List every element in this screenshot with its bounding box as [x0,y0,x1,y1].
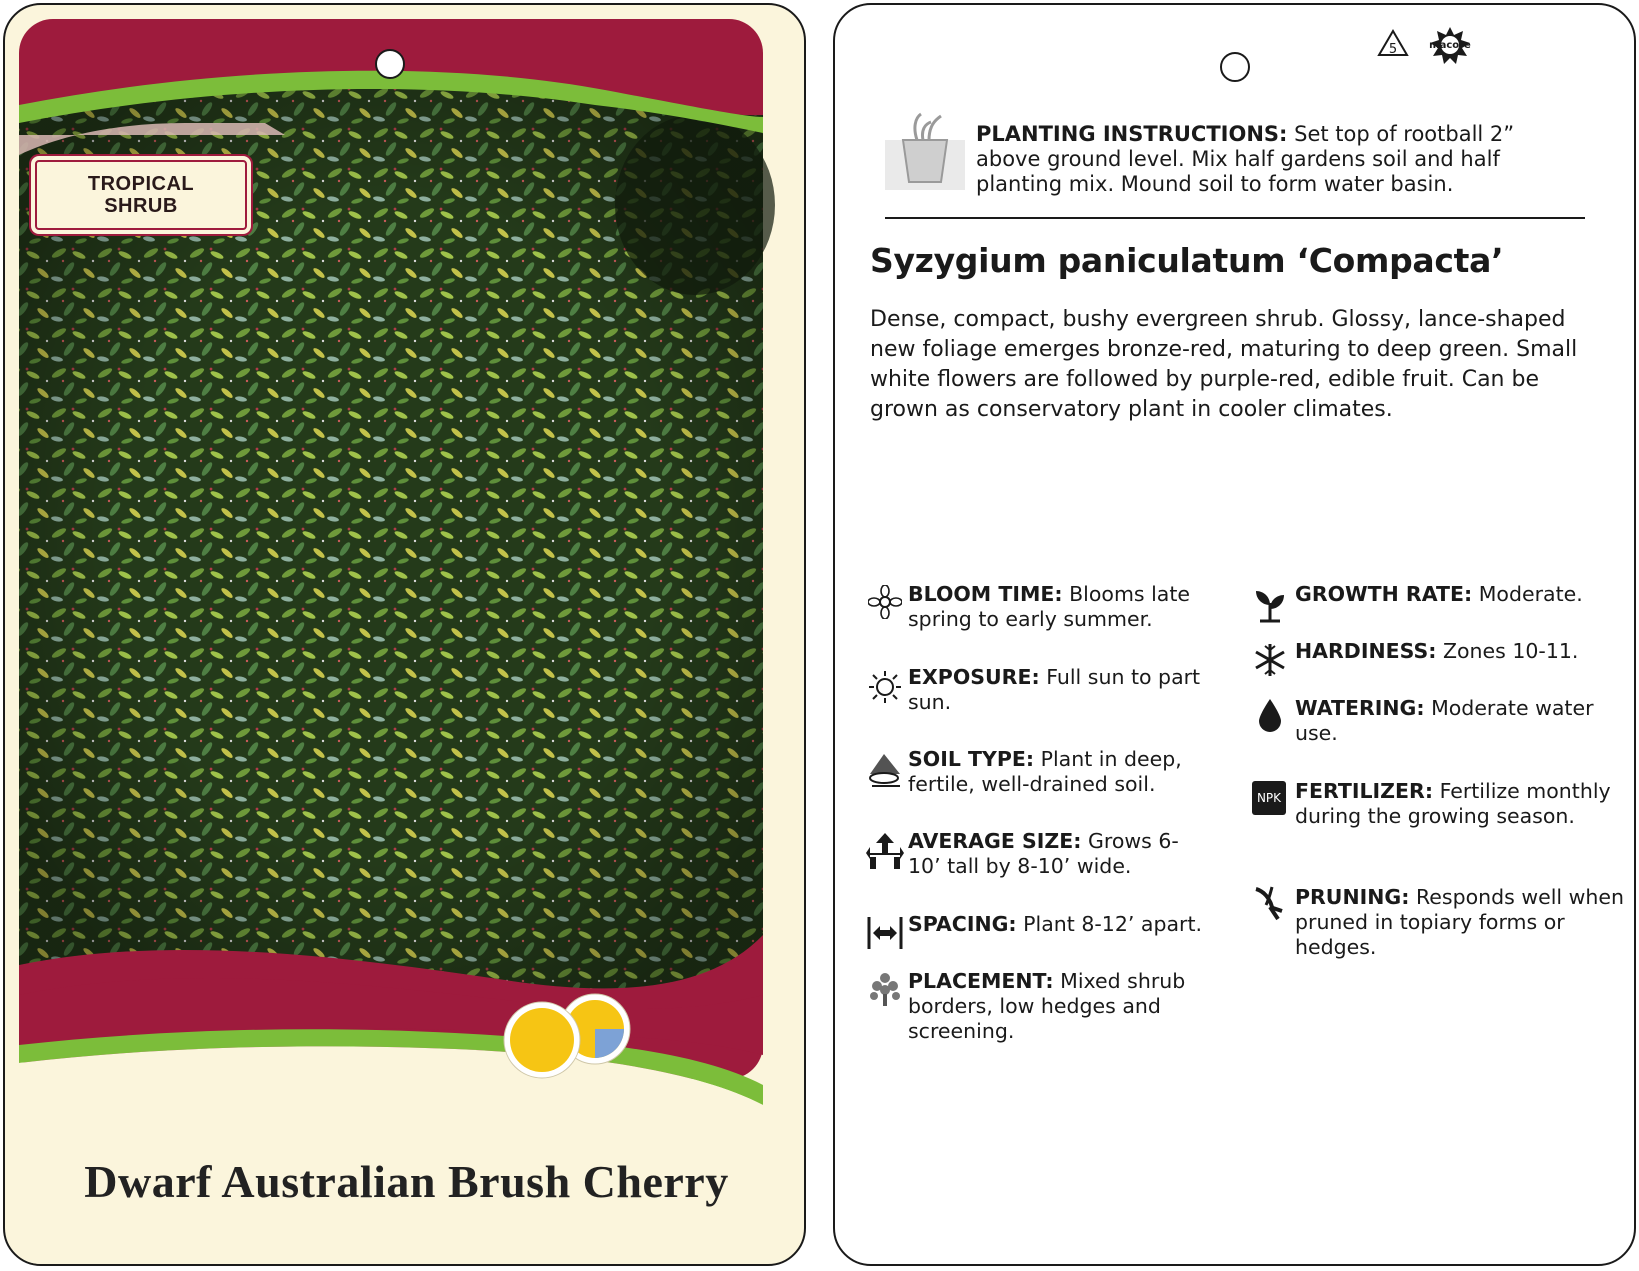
attr-placement: PLACEMENT: Mixed shrub borders, low hedges and screening. [908,969,1186,1043]
attr-average-size: AVERAGE SIZE: Grows 6-10’ tall by 8-10’ wide. [908,829,1179,878]
back-tag [833,3,1636,1266]
category-line-1: TROPICAL [87,173,195,195]
planting-text: Set top of rootball 2” above ground level. Mix half gardens soil and half planting mix. Mound soil to form water basin. [976,122,1515,196]
soil-icon [866,750,904,790]
spacing-arrows-icon [866,915,904,951]
sun-exposure-icons [502,990,632,1080]
recycle-brand-marks [1375,25,1495,75]
planting-label: PLANTING INSTRUCTIONS: [976,122,1288,146]
botanical-name: Syzygium paniculatum ‘Compacta’ [870,241,1504,280]
placement-icon [866,970,904,1008]
hang-hole-front [375,49,405,79]
attr-bloom-time: BLOOM TIME: Blooms late spring to early summer. [908,582,1191,631]
water-drop-icon [1257,697,1283,733]
full-sun-icon [504,1002,580,1078]
attr-pruning: PRUNING: Responds well when pruned in topiary forms or hedges. [1295,885,1624,959]
size-arrows-icon [866,831,904,871]
hang-hole-back [1220,52,1250,82]
sprout-icon [1252,585,1288,623]
npk-icon: NPK [1252,781,1286,815]
recycle-icon [1379,31,1407,57]
common-name: Dwarf Australian Brush Cherry [84,1156,729,1207]
pruners-icon [1252,885,1288,925]
attr-spacing: SPACING: Plant 8-12’ apart. [908,912,1203,936]
snowflake-icon [1252,642,1288,678]
category-line-2: SHRUB [104,195,178,217]
attr-hardiness: HARDINESS: Zones 10-11. [1295,639,1579,663]
attr-exposure: EXPOSURE: Full sun to part sun. [908,665,1201,714]
front-tag [3,3,806,1266]
planting-instructions [976,122,1576,197]
recycle-number: 5 [1388,42,1398,57]
plant-category-badge [35,160,247,230]
flower-icon [868,585,902,619]
attr-watering: WATERING: Moderate water use. [1295,696,1594,745]
macore-logo-icon [1429,27,1471,64]
planting-pot-icon [885,110,965,200]
sun-icon [868,670,902,704]
attr-fertilizer: FERTILIZER: Fertilize monthly during the growing season. [1295,779,1611,828]
plant-description: Dense, compact, bushy evergreen shrub. Glossy, lance-shaped new foliage emerges bronze-red, maturing to deep green. Small white flowers are followed by purple-red, edible fruit. Can be grown as conservatory plant in cooler climates. [870,307,1578,422]
brand-text: macore [1429,40,1471,51]
divider-rule [885,217,1585,219]
attr-growth-rate: GROWTH RATE: Moderate. [1295,582,1583,606]
attr-soil-type: SOIL TYPE: Plant in deep, fertile, well-drained soil. [908,747,1182,796]
